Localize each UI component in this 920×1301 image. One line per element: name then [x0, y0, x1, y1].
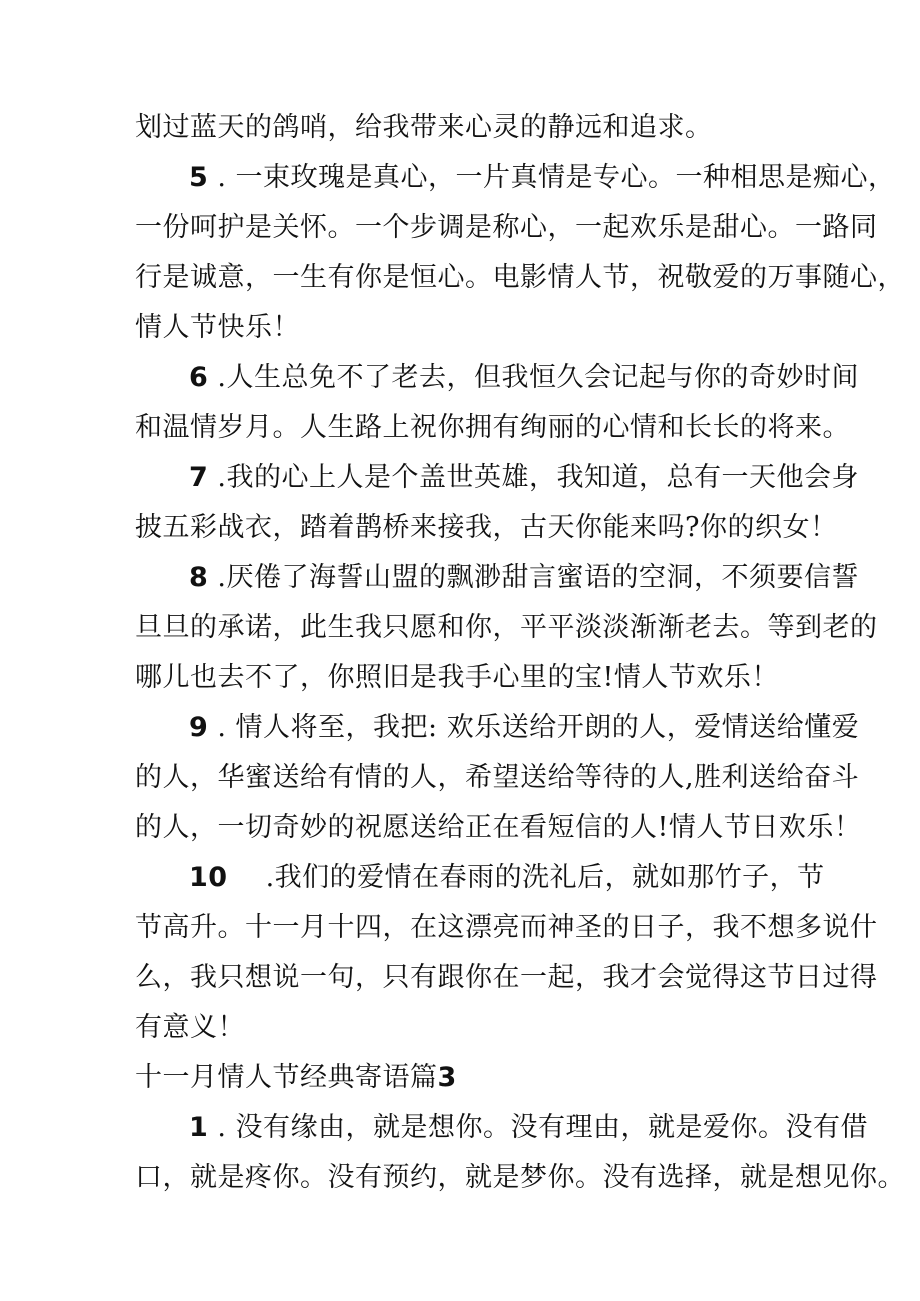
paragraph-line — [135, 808, 862, 848]
list-item-10 — [189, 858, 849, 898]
line-text: 一份呵护是关怀。一个步调是称心，一起欢乐是甜心。一路同 — [135, 212, 878, 243]
item-number: 10 — [189, 862, 228, 893]
line-text: .厌倦了海誓山盟的飘渺甜言蜜语的空洞，不须要信誓 — [208, 562, 859, 593]
heading-number: 3 — [437, 1062, 457, 1093]
item-number: 5 — [189, 162, 209, 193]
line-text: . 一束玫瑰是真心，一片真情是专心。一种相思是痴心， — [208, 162, 896, 193]
line-text: 旦旦的承诺，此生我只愿和你，平平淡淡渐渐老去。等到老的 — [135, 612, 878, 643]
line-text: . 情人将至，我把: 欢乐送给开朗的人，爱情送给懂爱 — [208, 712, 860, 743]
line-text: 么，我只想说一句，只有跟你在一起，我才会觉得这节日过得 — [135, 962, 878, 993]
line-text: .人生总免不了老去，但我恒久会记起与你的奇妙时间 — [208, 362, 859, 393]
line-text: . 没有缘由，就是想你。没有理由，就是爱你。没有借 — [208, 1112, 869, 1143]
line-text: .我的心上人是个盖世英雄，我知道，总有一天他会身 — [208, 462, 859, 493]
paragraph-line — [135, 758, 860, 798]
list-item-8 — [189, 558, 859, 598]
line-text: 披五彩战衣，踏着鹊桥来接我，古天你能来吗?你的织女！ — [135, 512, 838, 543]
line-text: 和温情岁月。人生路上祝你拥有绚丽的心情和长长的将来。 — [135, 412, 850, 443]
heading-text: 十一月情人节经典寄语篇 — [135, 1062, 438, 1093]
item-number: 6 — [189, 362, 209, 393]
paragraph-line — [135, 958, 878, 998]
section-heading — [135, 1058, 795, 1098]
list-item-7 — [189, 458, 859, 498]
item-number: 9 — [189, 712, 209, 743]
paragraph-line — [135, 1158, 905, 1198]
paragraph-line — [135, 908, 878, 948]
item-number: 7 — [189, 462, 209, 493]
list-item-5 — [189, 158, 896, 198]
line-text: 口，就是疼你。没有预约，就是梦你。没有选择，就是想见你。 — [135, 1162, 905, 1193]
line-text: 情人节快乐！ — [135, 312, 300, 343]
line-text: 节高升。十一月十四，在这漂亮而神圣的日子，我不想多说什 — [135, 912, 878, 943]
list-item-9 — [189, 708, 860, 748]
paragraph-line — [135, 308, 795, 348]
paragraph-line — [135, 1008, 795, 1048]
paragraph-line — [135, 108, 795, 148]
line-text: 行是诚意，一生有你是恒心。电影情人节，祝敬爱的万事随心， — [135, 262, 905, 293]
line-text: 的人，一切奇妙的祝愿送给正在看短信的人!情人节日欢乐！ — [135, 812, 862, 843]
paragraph-line — [135, 408, 850, 448]
paragraph-line — [135, 608, 878, 648]
paragraph-line — [135, 258, 905, 298]
paragraph-line — [135, 508, 838, 548]
line-text: 有意义！ — [135, 1012, 245, 1043]
line-text: 哪儿也去不了，你照旧是我手心里的宝!情人节欢乐！ — [135, 662, 779, 693]
item-number: 1 — [189, 1112, 209, 1143]
line-text: 的人，华蜜送给有情的人，希望送给等待的人,胜利送给奋斗 — [135, 762, 860, 793]
line-text: 划过蓝天的鸽哨，给我带来心灵的静远和追求。 — [135, 112, 713, 143]
item-number: 8 — [189, 562, 209, 593]
list-item-1 — [189, 1108, 869, 1148]
paragraph-line — [135, 658, 795, 698]
list-item-6 — [189, 358, 859, 398]
paragraph-line — [135, 208, 878, 248]
line-text: .我们的爱情在春雨的洗礼后，就如那竹子，节 — [265, 862, 825, 893]
